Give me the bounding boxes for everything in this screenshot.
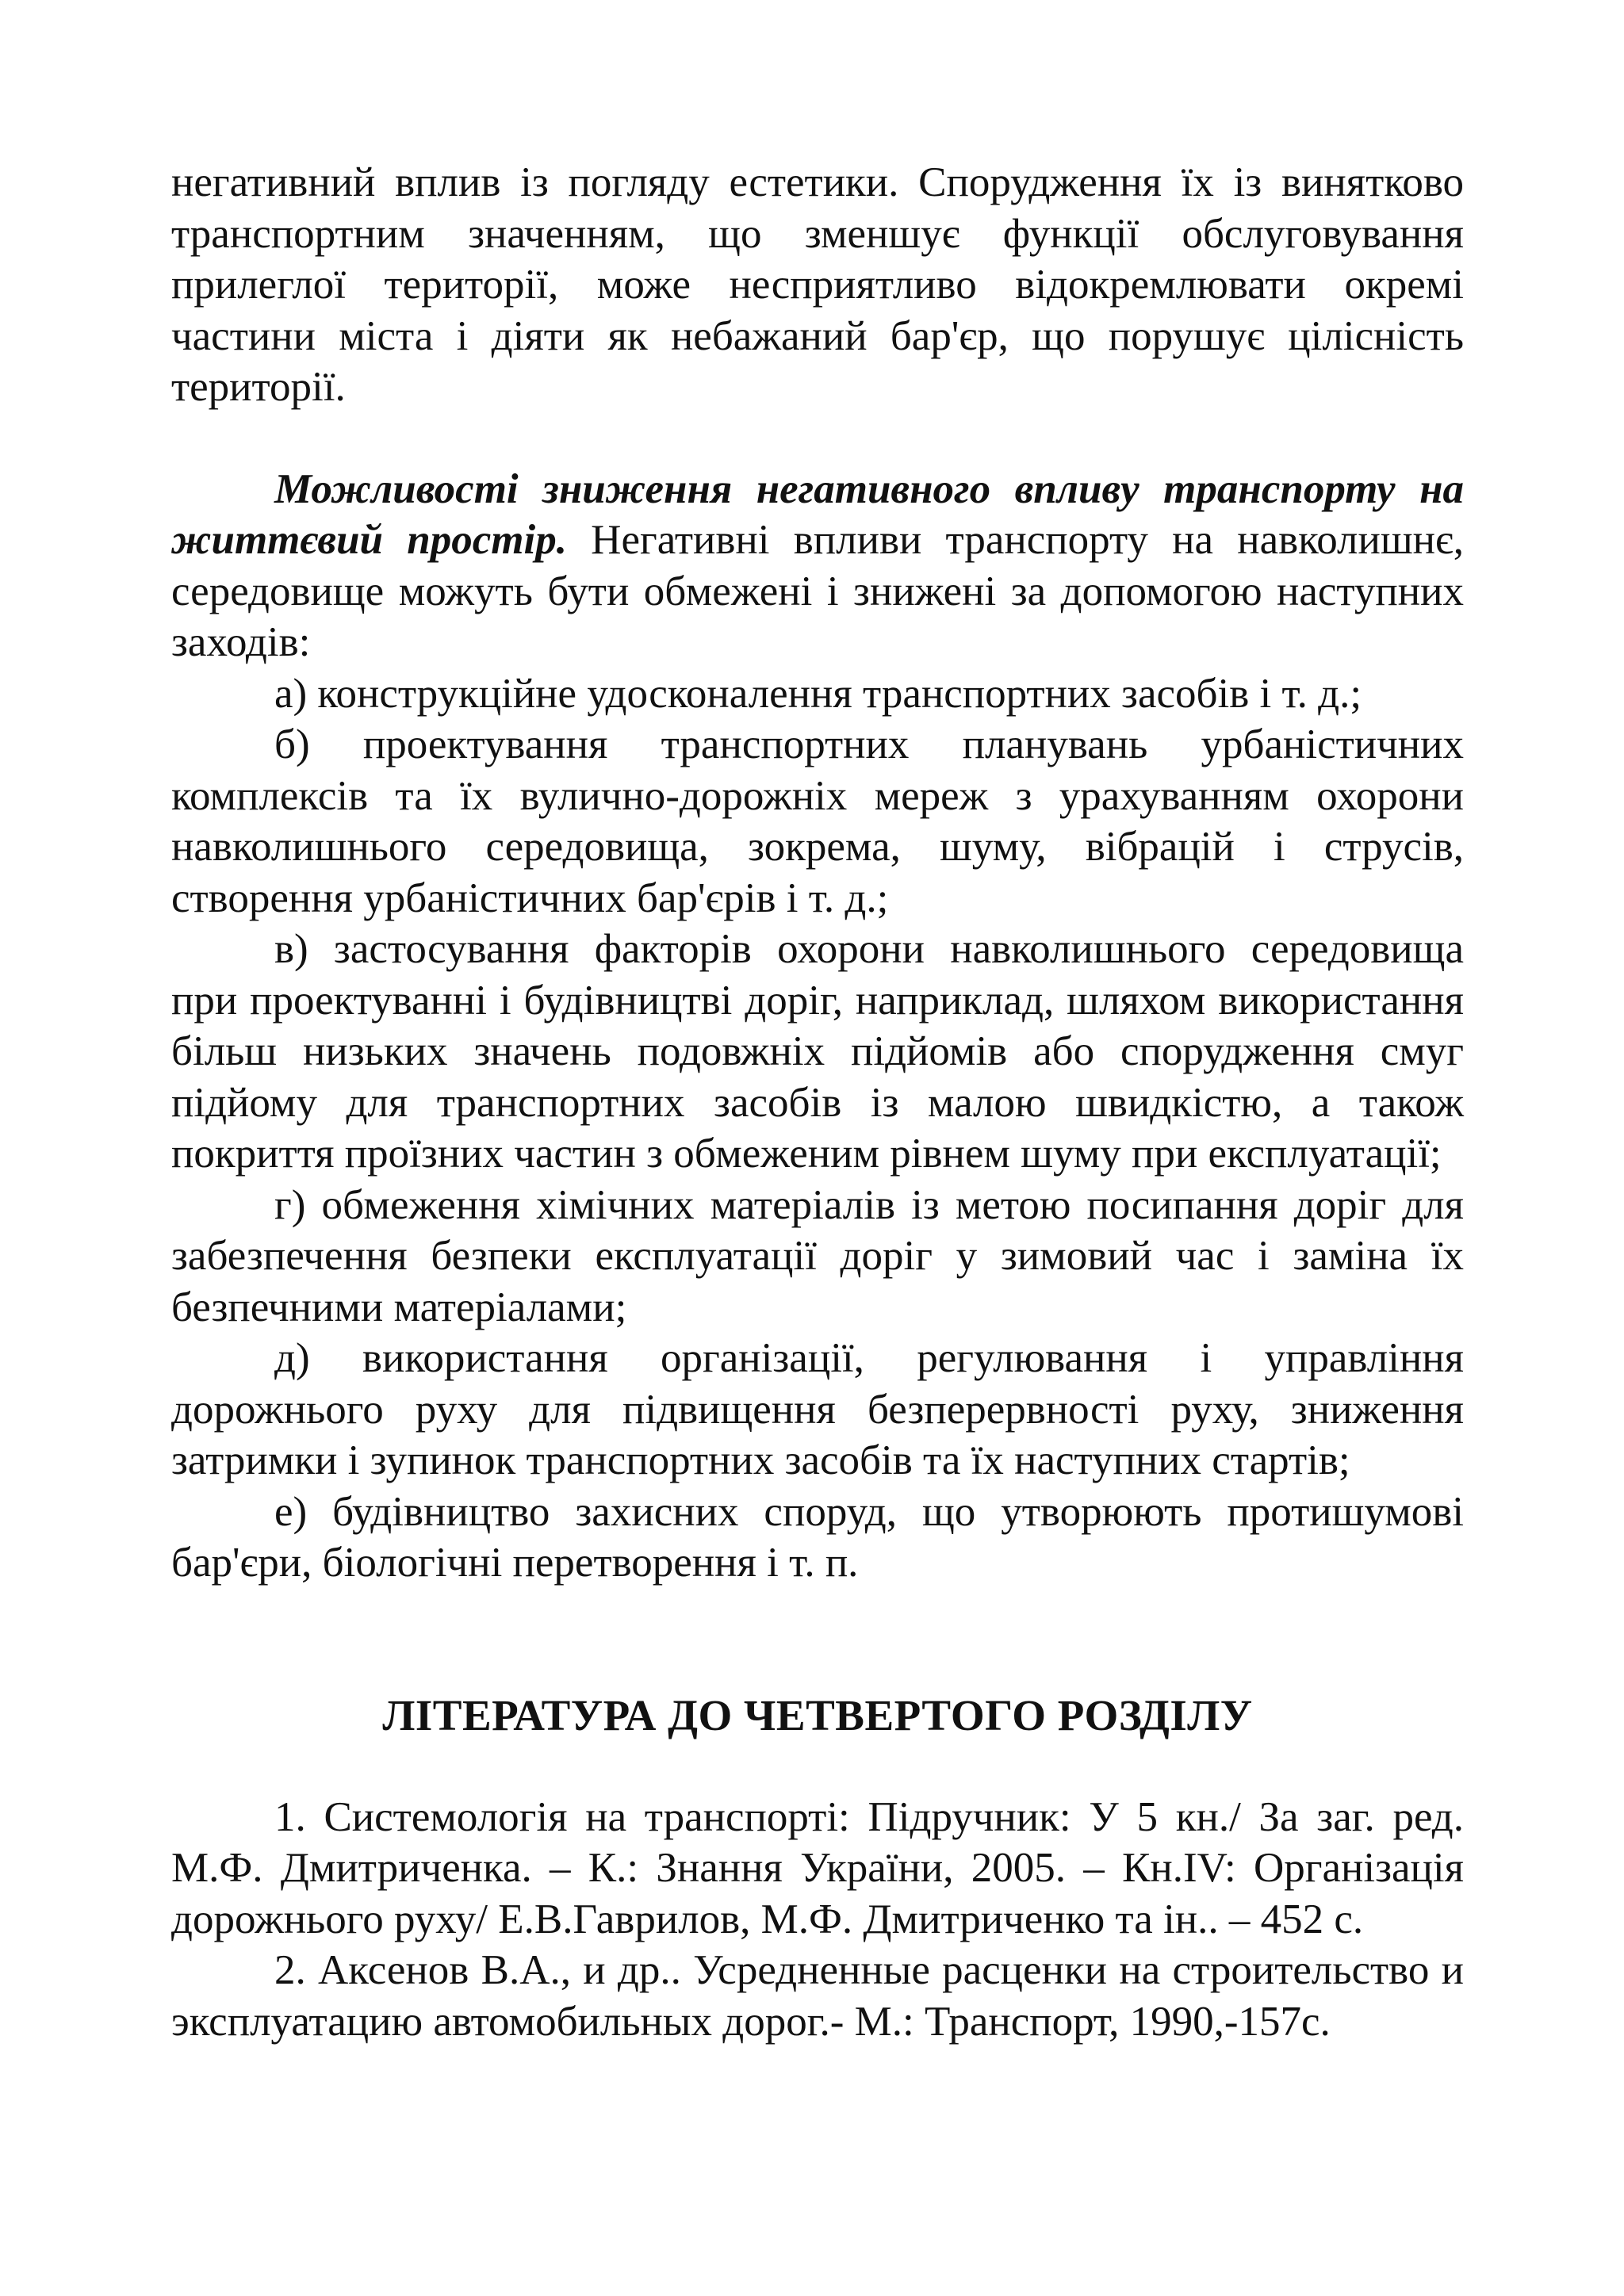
measure-item-a: а) конструкційне удосконалення транспортних засобів і т. д.; (274, 670, 1362, 717)
measures-lead: Негативні впливи транспорту на навколишнє, середовище можуть бути обмежені і знижені за допомогою наступних заходів: (171, 517, 1465, 665)
measure-item-d: г) обмеження хімічних матеріалів із метою посипання доріг для забезпечення безпеки експлуатації доріг у зимовий час і заміна їх безпечними матеріалами; (171, 1181, 1464, 1330)
measures-intro-paragraph (171, 464, 1464, 668)
intro-paragraph: негативний вплив із погляду естетики. Спорудження їх із винятково транспортним значенням, що зменшує функції обслуговування прилеглої території, може несприятливо відокремлювати окремі частини міста і діяти як небажаний бар'єр, що порушує цілісність території. (171, 159, 1464, 410)
measure-item-e: д) використання організації, регулювання і управління дорожнього руху для підвищення безперервності руху, зниження затримки і зупинок транспортних засобів та їх наступних стартів; (171, 1335, 1464, 1483)
spacer (171, 413, 1464, 464)
reference-2: 2. Аксенов В.А., и др.. Усредненные расценки на строительство и эксплуатацию автомобильных дорог.- М.: Транспорт, 1990,-157с. (171, 1947, 1464, 2045)
spacer (171, 1741, 1464, 1792)
measure-item-b: б) проектування транспортних планувань урбаністичних комплексів та їх вулично-дорожніх мереж з урахуванням охорони навколишнього середовища, зокрема, шуму, вібрацій і струсів, створення урбаністичних бар'єрів і т. д.; (171, 721, 1464, 921)
reference-1: 1. Системологія на транспорті: Підручник: У 5 кн./ За заг. ред. М.Ф. Дмитриченка. – К.: Знання України, 2005. – Кн.IV: Організація дорожнього руху/ Е.В.Гаврилов, М.Ф. Дмитриченко та ін.. – 452 с. (171, 1793, 1464, 1942)
spacer (171, 1589, 1464, 1690)
measure-item-c: в) застосування факторів охорони навколишнього середовища при проектуванні і будівництві доріг, наприклад, шляхом використання більш низьких значень подовжніх підйомів або спорудження смуг підйому для транспортних засобів із малою швидкістю, а також покриття проїзних частин з обмеженим рівнем шуму при експлуатації; (171, 926, 1464, 1177)
measure-item-f: е) будівництво захисних споруд, що утворюють протишумові бар'єри, біологічні перетворення і т. п. (171, 1488, 1464, 1586)
document-page (171, 157, 1464, 2047)
literature-heading: ЛІТЕРАТУРА ДО ЧЕТВЕРТОГО РОЗДІЛУ (382, 1690, 1253, 1739)
measures-title: Можливості зниження негативного впливу транспорту на життєвий простір. (171, 465, 1464, 563)
